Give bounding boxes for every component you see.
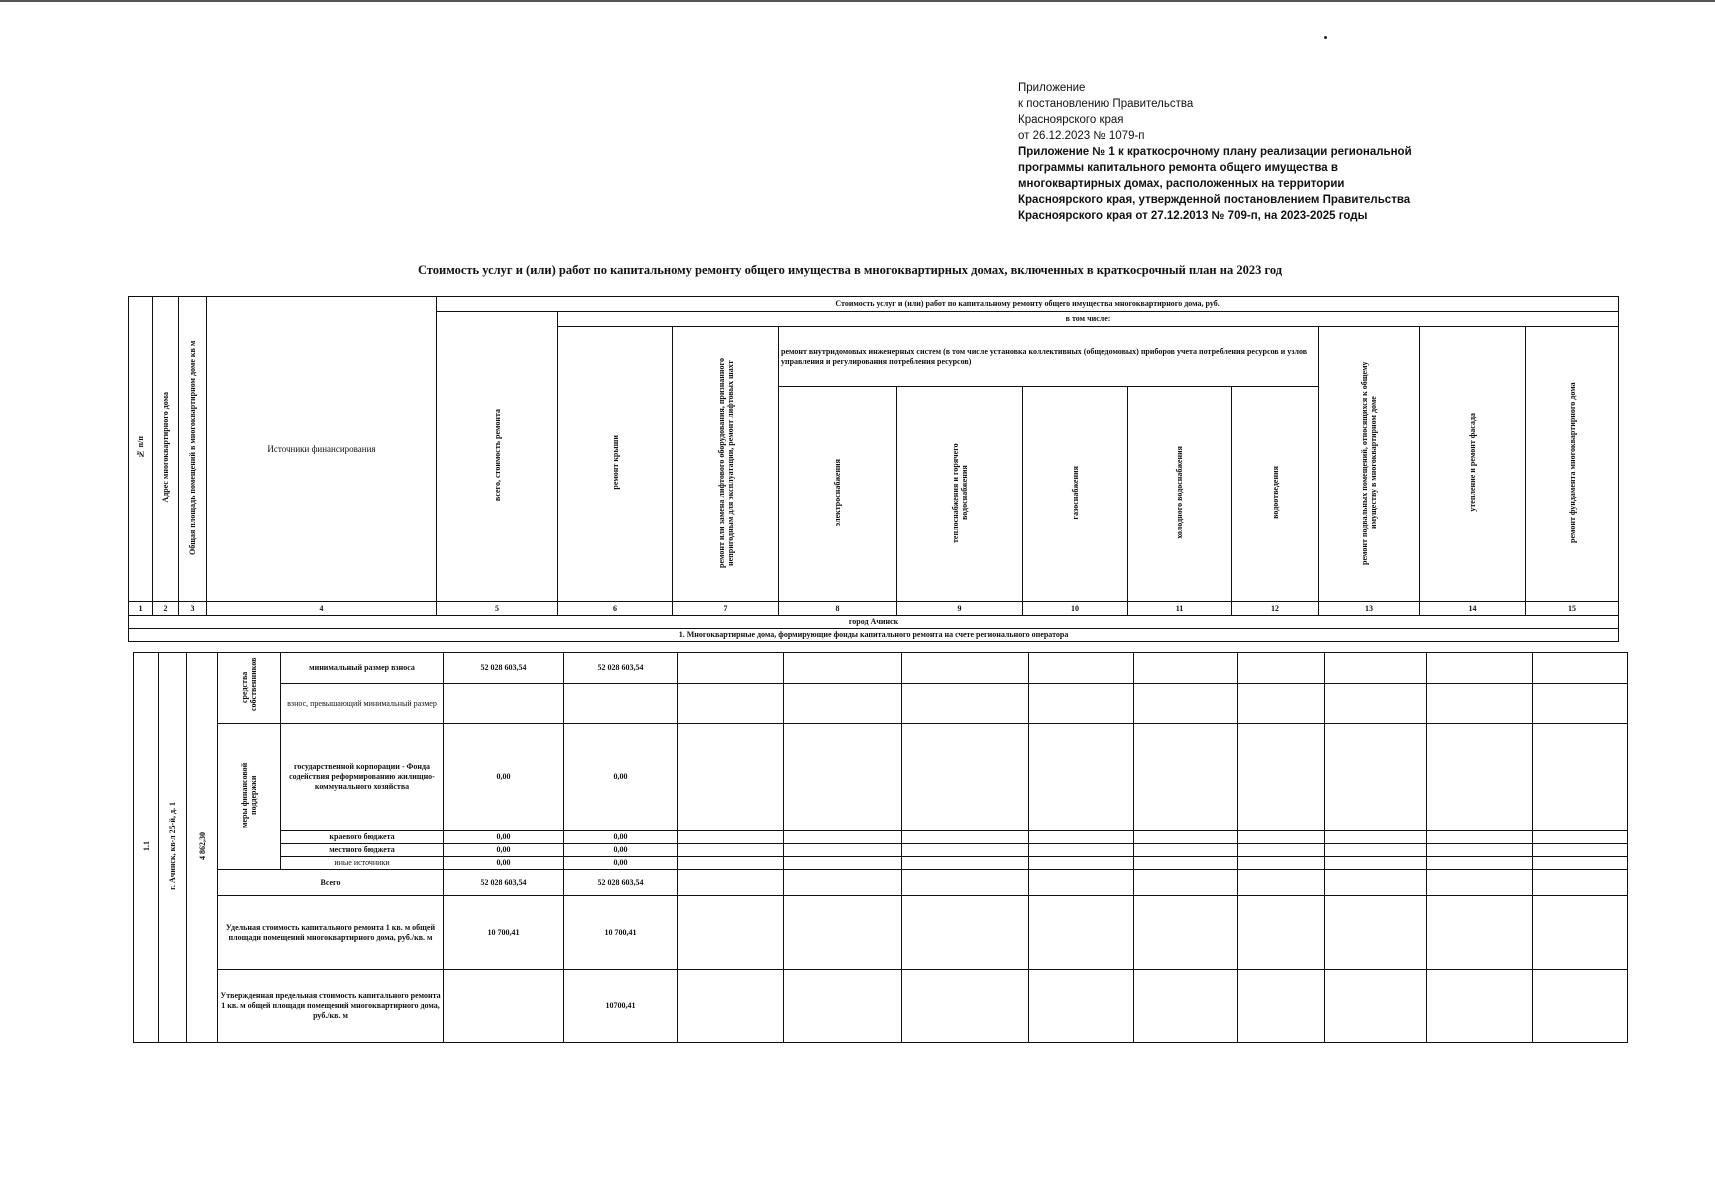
col-number: 15 xyxy=(1526,602,1619,616)
header-line: Приложение № 1 к краткосрочному плану реализации региональной xyxy=(1018,146,1412,158)
col-number: 5 xyxy=(437,602,558,616)
col-number: 7 xyxy=(673,602,779,616)
col-header-num: № п/п xyxy=(136,436,145,459)
col-number: 11 xyxy=(1128,602,1232,616)
col-number: 8 xyxy=(779,602,897,616)
col-number: 9 xyxy=(897,602,1023,616)
line-total: 52 028 603,54 xyxy=(444,653,564,684)
header-line: от 26.12.2023 № 1079-п xyxy=(1018,130,1145,142)
col-header-electric: электроснабжения xyxy=(833,458,842,527)
group-support: меры финансовой поддержки xyxy=(240,762,258,828)
col-header-facade: утепление и ремонт фасада xyxy=(1468,413,1477,512)
limit-cost-total xyxy=(444,970,564,1043)
header-line: Приложение xyxy=(1018,82,1086,94)
scan-speck xyxy=(1324,36,1327,39)
col-number: 14 xyxy=(1420,602,1526,616)
document-header xyxy=(1018,80,1498,224)
col-header-roof: ремонт крыши xyxy=(610,435,620,490)
col-header-heat: теплоснабжения и горячего водоснабжения xyxy=(950,442,969,543)
total-row-total: 52 028 603,54 xyxy=(444,870,564,896)
data-table xyxy=(133,652,1628,1043)
col-header-sewer: водоотведения xyxy=(1270,466,1280,519)
specific-cost-roof: 10 700,41 xyxy=(564,896,678,970)
limit-cost-label: Утвержденная предельная стоимость капитального ремонта 1 кв. м общей площади помещений многоквартирного дома, руб./кв. м xyxy=(218,970,444,1043)
row-area: 4 862,30 xyxy=(197,832,207,860)
header-line: многоквартирных домах, расположенных на территории xyxy=(1018,178,1345,190)
line-roof: 0,00 xyxy=(564,844,678,857)
col-header-address: Адрес многоквартирного дома xyxy=(161,392,170,503)
col-number: 13 xyxy=(1319,602,1420,616)
group-owners: средства собственников xyxy=(240,657,258,711)
col-header-cold-water: холодного водоснабжения xyxy=(1175,446,1184,539)
section-row: 1. Многоквартирные дома, формирующие фонды капитального ремонта на счете регионального оператора xyxy=(129,629,1619,642)
col-header-foundation: ремонт фундамента многоквартирного дома xyxy=(1567,382,1577,543)
col-header-total: всего, стоимость ремонта xyxy=(492,408,502,502)
line-roof: 0,00 xyxy=(564,831,678,844)
line-roof: 52 028 603,54 xyxy=(564,653,678,684)
header-table xyxy=(128,296,1619,642)
specific-cost-label: Удельная стоимость капитального ремонта 1 кв. м общей площади помещений многоквартирного дома, руб./кв. м xyxy=(218,896,444,970)
limit-cost-roof: 10700,41 xyxy=(564,970,678,1043)
col-number: 12 xyxy=(1232,602,1319,616)
col-header-gas: газоснабжения xyxy=(1070,465,1080,520)
col-number: 3 xyxy=(179,602,207,616)
line-label: краевого бюджета xyxy=(281,831,444,844)
col-number: 1 xyxy=(129,602,153,616)
line-label: взнос, превышающий минимальный размер xyxy=(281,684,444,724)
line-roof: 0,00 xyxy=(564,724,678,831)
line-total: 0,00 xyxy=(444,857,564,870)
line-total: 0,00 xyxy=(444,844,564,857)
document-title: Стоимость услуг и (или) работ по капитальному ремонту общего имущества в многоквартирных домах, включенных в краткосрочный план на 2023 год xyxy=(417,263,1283,277)
line-total xyxy=(444,684,564,724)
specific-cost-total: 10 700,41 xyxy=(444,896,564,970)
row-num: 1.1 xyxy=(141,841,151,851)
col-header-engineering: ремонт внутридомовых инженерных систем (в том числе установка коллективных (общедомовых) приборов учета потребления ресурсов и узлов управления и регулирования потребления ресурсов) xyxy=(779,327,1319,387)
header-line: Красноярского края xyxy=(1018,114,1124,126)
line-roof: 0,00 xyxy=(564,857,678,870)
header-line: программы капитального ремонта общего имущества в xyxy=(1018,162,1338,174)
header-line: Красноярского края, утвержденной постановлением Правительства xyxy=(1018,194,1411,206)
col-header-cost-group: Стоимость услуг и (или) работ по капитальному ремонту общего имущества многоквартирного дома, руб. xyxy=(437,297,1619,312)
header-line: Красноярского края от 27.12.2013 № 709-п, на 2023-2025 годы xyxy=(1018,210,1368,222)
total-row-roof: 52 028 603,54 xyxy=(564,870,678,896)
col-header-sources: Источники финансирования xyxy=(207,297,437,602)
col-header-area: Общая площадь помещений в многоквартирном доме кв м xyxy=(188,340,197,555)
line-label: минимальный размер взноса xyxy=(281,653,444,684)
line-total: 0,00 xyxy=(444,724,564,831)
scan-border xyxy=(0,0,1715,2)
total-row-label: Всего xyxy=(218,870,444,896)
line-label: местного бюджета xyxy=(281,844,444,857)
line-total: 0,00 xyxy=(444,831,564,844)
col-header-basement: ремонт подвальных помещений, относящихся к общему имуществу в многоквартирном доме xyxy=(1360,360,1378,565)
line-label: государственной корпорации - Фонда содействия реформированию жилищно-коммунального хозяйства xyxy=(281,724,444,831)
col-number: 6 xyxy=(558,602,673,616)
col-number: 10 xyxy=(1023,602,1128,616)
row-address: г. Ачинск, кв-л 25-й, д. 1 xyxy=(168,802,177,890)
line-roof xyxy=(564,684,678,724)
col-header-including: в том числе: xyxy=(558,312,1619,327)
header-line: к постановлению Правительства xyxy=(1018,98,1194,110)
col-number: 4 xyxy=(207,602,437,616)
line-label: иные источники xyxy=(281,857,444,870)
col-header-lift: ремонт или замена лифтового оборудования, признанного непригодным для эксплуатации, ремонт лифтовых шахт xyxy=(716,357,735,568)
city-row: город Ачинск xyxy=(129,616,1619,629)
col-number: 2 xyxy=(153,602,179,616)
